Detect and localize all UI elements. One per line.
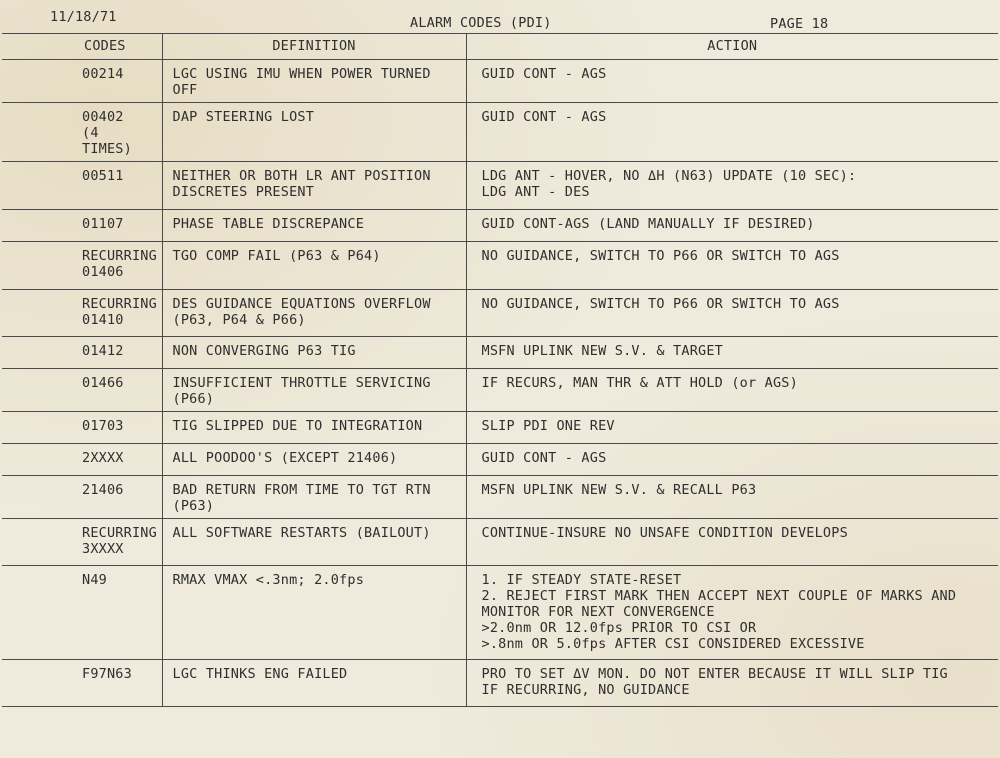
- alarm-action: MSFN UPLINK NEW S.V. & TARGET: [466, 337, 998, 369]
- page-number: PAGE 18: [770, 16, 829, 32]
- table-row: [2, 242, 998, 290]
- alarm-definition: ALL SOFTWARE RESTARTS (BAILOUT): [162, 519, 466, 566]
- alarm-definition: NON CONVERGING P63 TIG: [162, 337, 466, 369]
- alarm-action: SLIP PDI ONE REV: [466, 412, 998, 444]
- alarm-action: NO GUIDANCE, SWITCH TO P66 OR SWITCH TO AGS: [466, 242, 998, 290]
- alarm-code: N49: [2, 566, 162, 660]
- alarm-code: 01466: [2, 369, 162, 412]
- alarm-action: PRO TO SET ΔV MON. DO NOT ENTER BECAUSE IT WILL SLIP TIG IF RECURRING, NO GUIDANCE: [466, 660, 998, 707]
- table-row: [2, 290, 998, 337]
- alarm-code: 01412: [2, 337, 162, 369]
- alarm-action: GUID CONT - AGS: [466, 444, 998, 476]
- column-header-definition: DEFINITION: [162, 34, 466, 60]
- alarm-definition: DAP STEERING LOST: [162, 103, 466, 162]
- alarm-definition: ALL POODOO'S (EXCEPT 21406): [162, 444, 466, 476]
- alarm-action: LDG ANT - HOVER, NO ΔH (N63) UPDATE (10 SEC): LDG ANT - DES: [466, 162, 998, 210]
- alarm-definition: NEITHER OR BOTH LR ANT POSITION DISCRETES PRESENT: [162, 162, 466, 210]
- alarm-definition: BAD RETURN FROM TIME TO TGT RTN (P63): [162, 476, 466, 519]
- alarm-code: 2XXXX: [2, 444, 162, 476]
- alarm-action: 1. IF STEADY STATE-RESET 2. REJECT FIRST MARK THEN ACCEPT NEXT COUPLE OF MARKS AND MONITOR FOR NEXT CONVERGENCE >2.0nm OR 12.0fps PRIOR TO CSI OR >.8nm OR 5.0fps AFTER CSI CONSIDERED EXCESSIVE: [466, 566, 998, 660]
- table-row: [2, 103, 998, 162]
- table-row: [2, 476, 998, 519]
- alarm-action: GUID CONT - AGS: [466, 103, 998, 162]
- alarm-code: 01703: [2, 412, 162, 444]
- table-row: [2, 60, 998, 103]
- alarm-code: RECURRING 3XXXX: [2, 519, 162, 566]
- table-row: [2, 210, 998, 242]
- alarm-definition: INSUFFICIENT THROTTLE SERVICING (P66): [162, 369, 466, 412]
- table-row: [2, 412, 998, 444]
- alarm-code: 00214: [2, 60, 162, 103]
- card-title: ALARM CODES (PDI): [410, 15, 552, 31]
- column-header-codes: CODES: [2, 34, 162, 60]
- table-row: [2, 162, 998, 210]
- alarm-code: 00511: [2, 162, 162, 210]
- table-row: [2, 660, 998, 707]
- alarm-action: CONTINUE-INSURE NO UNSAFE CONDITION DEVELOPS: [466, 519, 998, 566]
- alarm-codes-table: [2, 33, 998, 707]
- table-header-row: [2, 34, 998, 60]
- table-row: [2, 444, 998, 476]
- alarm-definition: PHASE TABLE DISCREPANCE: [162, 210, 466, 242]
- alarm-code: RECURRING 01406: [2, 242, 162, 290]
- alarm-code: RECURRING 01410: [2, 290, 162, 337]
- alarm-code: F97N63: [2, 660, 162, 707]
- table-row: [2, 519, 998, 566]
- alarm-action: GUID CONT-AGS (LAND MANUALLY IF DESIRED): [466, 210, 998, 242]
- alarm-definition: RMAX VMAX <.3nm; 2.0fps: [162, 566, 466, 660]
- alarm-action: MSFN UPLINK NEW S.V. & RECALL P63: [466, 476, 998, 519]
- alarm-definition: LGC THINKS ENG FAILED: [162, 660, 466, 707]
- alarm-definition: DES GUIDANCE EQUATIONS OVERFLOW (P63, P64 & P66): [162, 290, 466, 337]
- table-row: [2, 337, 998, 369]
- alarm-action: IF RECURS, MAN THR & ATT HOLD (or AGS): [466, 369, 998, 412]
- alarm-definition: TIG SLIPPED DUE TO INTEGRATION: [162, 412, 466, 444]
- alarm-code: 01107: [2, 210, 162, 242]
- table-row: [2, 369, 998, 412]
- alarm-code: 21406: [2, 476, 162, 519]
- table-row: [2, 566, 998, 660]
- card-date: 11/18/71: [50, 9, 117, 25]
- alarm-action: GUID CONT - AGS: [466, 60, 998, 103]
- column-header-action: ACTION: [466, 34, 998, 60]
- alarm-definition: LGC USING IMU WHEN POWER TURNED OFF: [162, 60, 466, 103]
- alarm-action: NO GUIDANCE, SWITCH TO P66 OR SWITCH TO AGS: [466, 290, 998, 337]
- alarm-definition: TGO COMP FAIL (P63 & P64): [162, 242, 466, 290]
- alarm-code: 00402 (4 TIMES): [2, 103, 162, 162]
